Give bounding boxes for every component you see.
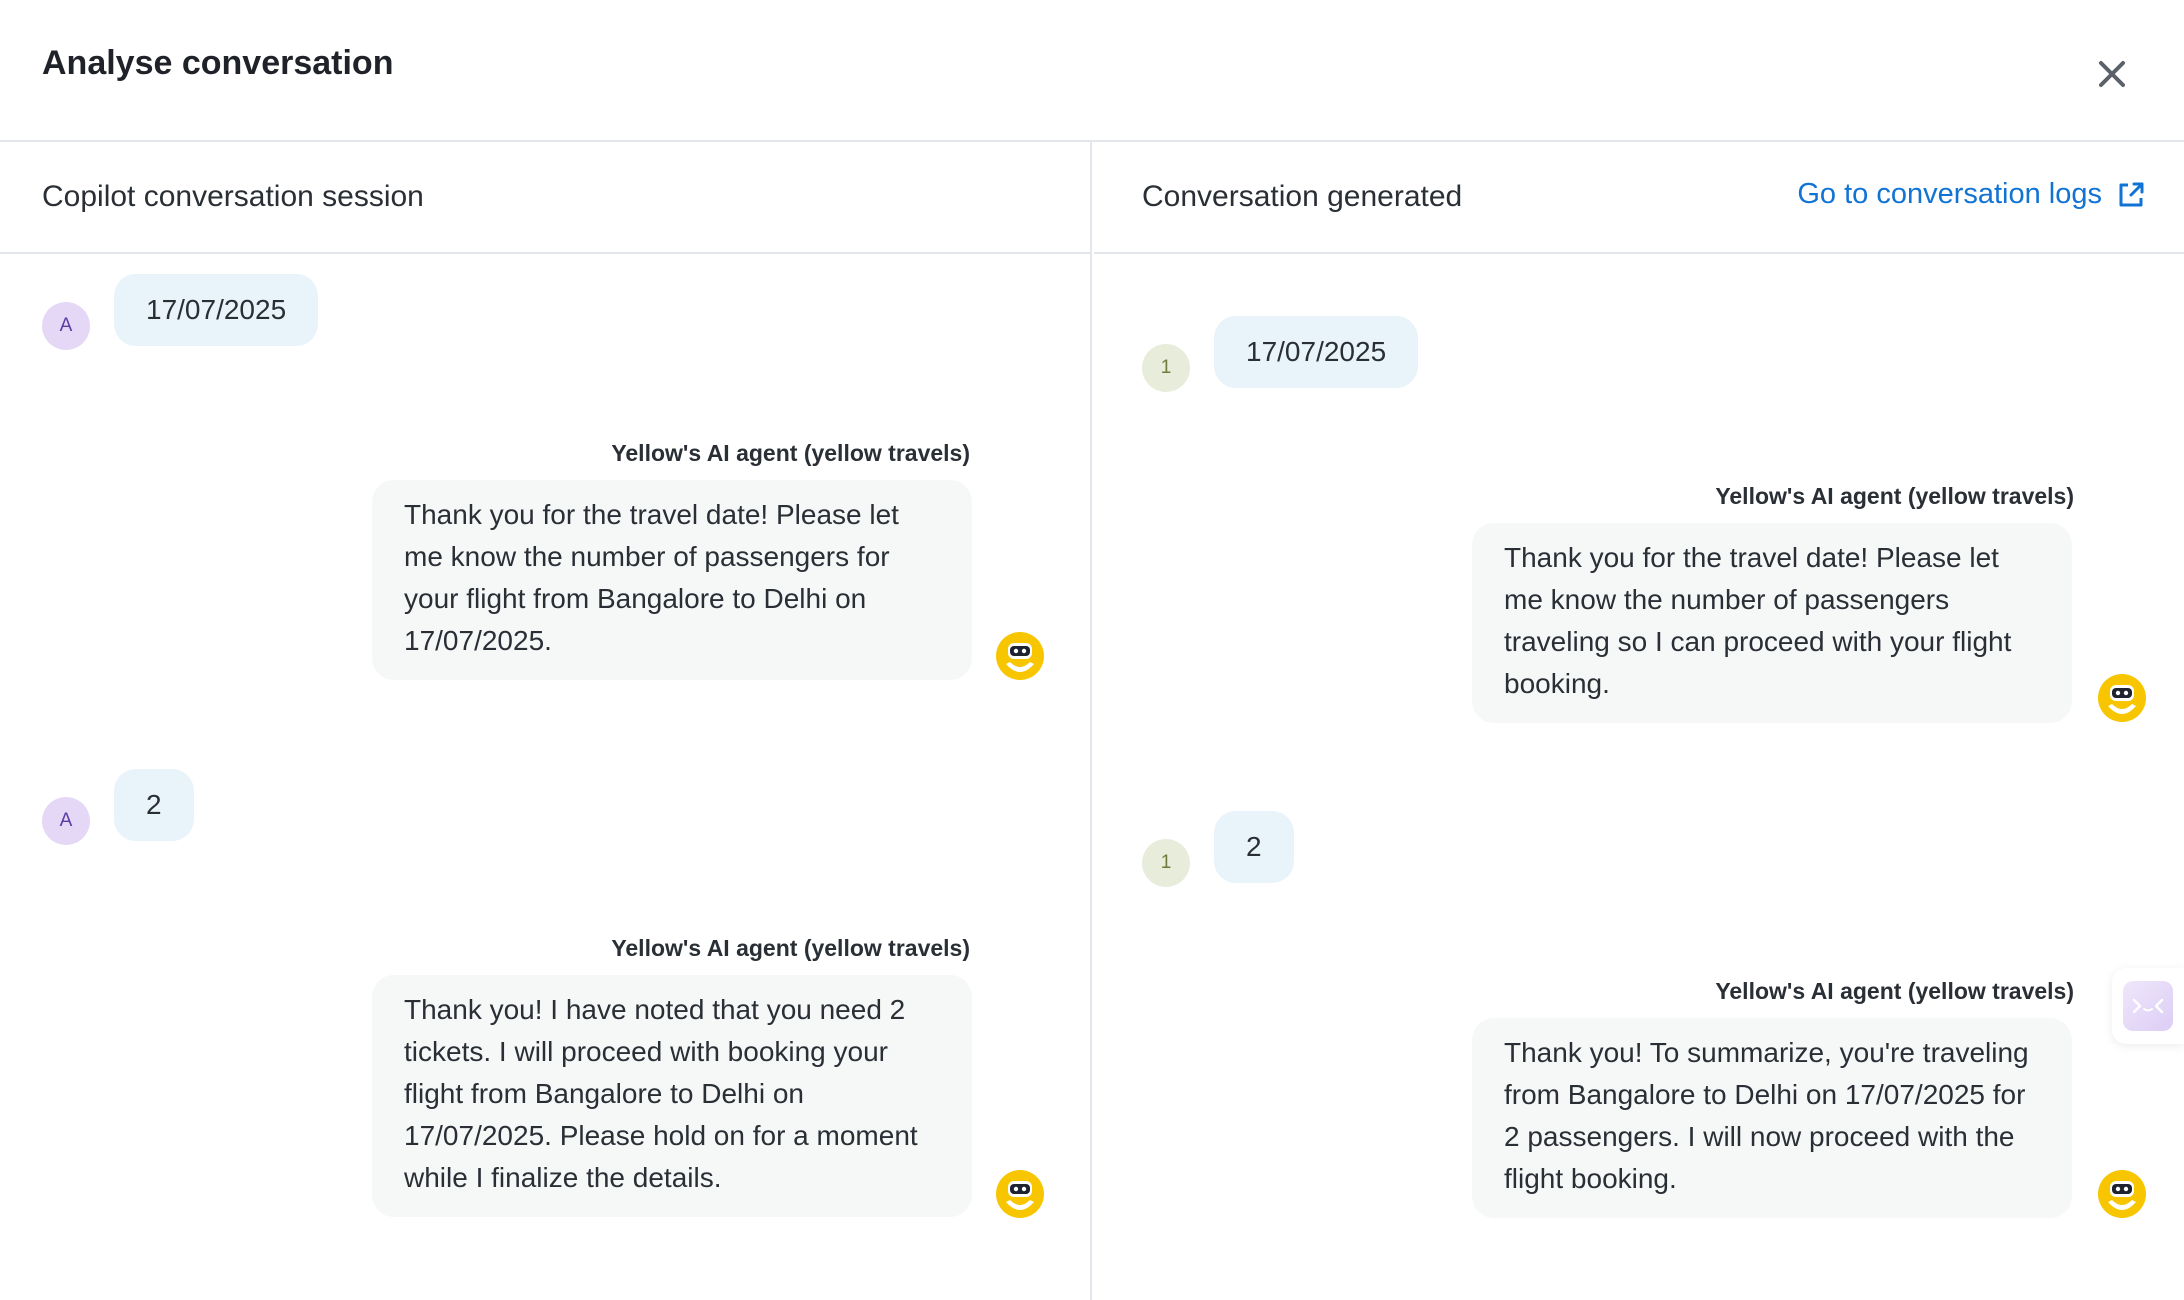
close-icon [2097,59,2127,89]
user-avatar: 1 [1142,839,1190,887]
user-avatar: A [42,797,90,845]
user-avatar: 1 [1142,344,1190,392]
conversation-logs-link[interactable] [1797,178,2146,211]
pane-title: Copilot conversation session [42,180,424,213]
pane-header [0,142,1090,254]
collapse-arrows-icon [2131,996,2165,1016]
user-message-bubble: 2 [1214,811,1294,883]
modal-title: Analyse conversation [42,44,394,82]
bot-message-bubble: Thank you for the travel date! Please let me know the number of passengers traveling so I can proceed with your flight booking. [1472,523,2072,723]
assistant-widget-icon [2123,981,2173,1031]
pane-header [1094,142,2184,254]
conversation-logs-link-label: Go to conversation logs [1797,178,2102,210]
robot-avatar-icon [2098,674,2146,722]
user-message-bubble: 2 [114,769,194,841]
bot-sender-label: Yellow's AI agent (yellow travels) [611,440,970,466]
assistant-widget-button[interactable] [2112,968,2184,1044]
bot-message-bubble: Thank you! To summarize, you're traveling from Bangalore to Delhi on 17/07/2025 for 2 passengers. I will now proceed with the flight booking. [1472,1018,2072,1218]
robot-avatar-icon [996,1170,1044,1218]
user-message-bubble: 17/07/2025 [114,274,318,346]
bot-sender-label: Yellow's AI agent (yellow travels) [611,935,970,961]
close-button[interactable] [2090,52,2134,96]
bot-sender-label: Yellow's AI agent (yellow travels) [1715,483,2074,509]
modal-header [0,0,2184,142]
bot-message-bubble: Thank you! I have noted that you need 2 tickets. I will proceed with booking your flight from Bangalore to Delhi on 17/07/2025. Please hold on for a moment while I finalize the details. [372,975,972,1217]
generated-conversation-pane [1094,142,2184,1300]
robot-avatar-icon [2098,1170,2146,1218]
bot-message-bubble: Thank you for the travel date! Please let me know the number of passengers for your flight from Bangalore to Delhi on 17/07/2025. [372,480,972,680]
bot-sender-label: Yellow's AI agent (yellow travels) [1715,978,2074,1004]
robot-avatar-icon [996,632,1044,680]
user-avatar: A [42,302,90,350]
copilot-session-pane [0,142,1092,1300]
external-link-icon [2116,180,2146,210]
user-message-bubble: 17/07/2025 [1214,316,1418,388]
pane-title: Conversation generated [1142,180,1463,213]
